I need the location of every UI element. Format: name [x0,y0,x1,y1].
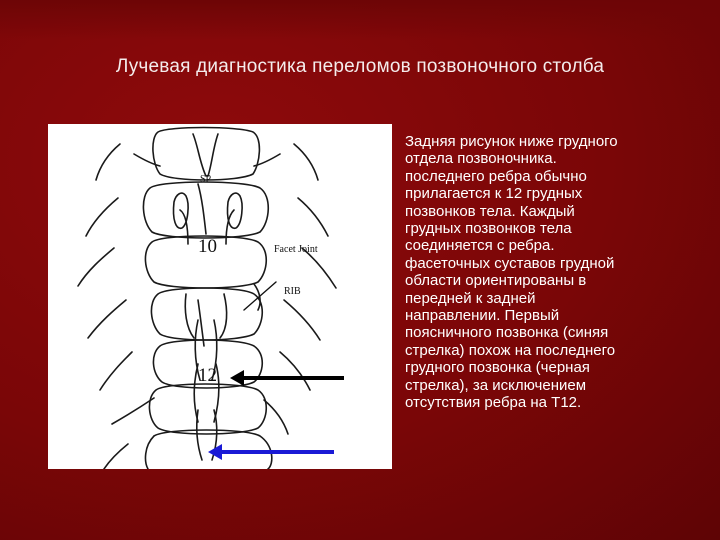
slide-title: Лучевая диагностика переломов позвоночного столба [115,56,605,77]
black-arrow-icon [230,370,344,386]
caption-line: стрелка) похож на последнего [405,341,616,359]
spine-xray-diagram [48,124,392,469]
caption-line: прилагается к 12 грудных [405,185,583,203]
label-facet-joint: Facet Joint [274,244,318,255]
spine-diagram-svg [48,124,392,469]
caption-line: грудных позвонков тела [405,220,572,238]
top-shadow-band [0,0,720,40]
vertebra-bottom [104,410,272,469]
label-vertebra-12: 12 [198,365,217,386]
caption-line: направлении. Первый [405,307,560,325]
caption-line: Задняя рисунок ниже грудного [405,133,618,150]
vertebra-2 [86,182,328,238]
caption-line: отдела позвоночника. [405,150,557,168]
caption-line: грудного позвонка (черная [405,359,590,377]
label-vertebra-10: 10 [198,236,217,257]
blue-arrow-icon [208,444,334,460]
vertebra-top [96,128,318,181]
caption-line: поясничного позвонка (синяя [405,324,609,342]
caption-line: отсутствия ребра на Т12. [405,394,582,412]
caption-line: стрелка), за исключением [405,376,587,394]
caption-line: фасеточных суставов грудной [405,254,615,272]
caption-line: позвонков тела. Каждый [405,202,575,220]
label-rib: RIB [284,286,301,297]
label-sp: SP [200,174,212,185]
caption-line: передней к задней [405,289,536,307]
caption-line: области ориентированы в [405,272,587,290]
caption-text [405,133,695,412]
caption-line: последнего ребра обычно [405,167,587,185]
caption-line: соединяется с ребра. [405,237,555,255]
